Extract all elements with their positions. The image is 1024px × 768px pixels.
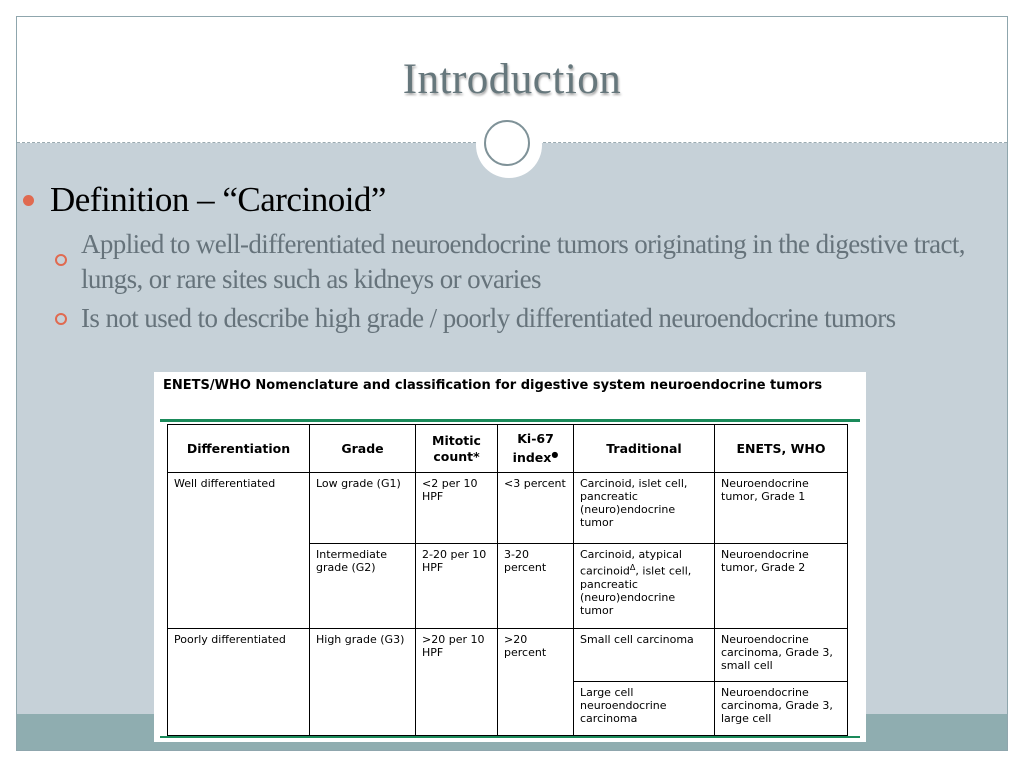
table-header-row bbox=[168, 425, 848, 473]
header-ki67-label: Ki-67 index bbox=[512, 430, 554, 466]
bullet-definition: Definition – “Carcinoid” bbox=[50, 180, 386, 219]
classification-table-figure bbox=[154, 372, 866, 742]
cell-ki67: 3-20 percent bbox=[498, 544, 574, 629]
cell-differentiation: Well differentiated bbox=[168, 473, 310, 544]
cell-grade: Intermediate grade (G2) bbox=[310, 544, 416, 629]
table-bottom-rule bbox=[160, 736, 860, 738]
cell-differentiation-empty bbox=[168, 544, 310, 629]
header-mitotic-count: Mitotic count* bbox=[416, 425, 498, 473]
cell-grade-empty bbox=[310, 682, 416, 736]
cell-ki67: >20 percent bbox=[498, 629, 574, 682]
sub-bullet-ring-icon bbox=[55, 254, 67, 266]
slide-title: Introduction bbox=[402, 56, 622, 103]
cell-enets: Neuroendocrine tumor, Grade 2 bbox=[715, 544, 848, 629]
table-row bbox=[168, 682, 848, 736]
cell-traditional: Carcinoid, islet cell, pancreatic (neuro)endocrine tumor bbox=[574, 473, 715, 544]
table-row bbox=[168, 473, 848, 544]
sub-bullet-applied: Applied to well-differentiated neuroendocrine tumors originating in the digestive tract, lungs, or rare sites such as kidneys or ovaries bbox=[81, 229, 965, 294]
header-traditional: Traditional bbox=[574, 425, 715, 473]
sub-bullet-ring-icon bbox=[55, 313, 67, 325]
cell-enets: Neuroendocrine tumor, Grade 1 bbox=[715, 473, 848, 544]
sub-bullet-not-used: Is not used to describe high grade / poorly differentiated neuroendocrine tumors bbox=[81, 303, 896, 333]
classification-table bbox=[167, 424, 848, 736]
cell-enets: Neuroendocrine carcinoma, Grade 3, large cell bbox=[715, 682, 848, 736]
cell-grade: High grade (G3) bbox=[310, 629, 416, 682]
table-row bbox=[168, 629, 848, 682]
cell-grade: Low grade (G1) bbox=[310, 473, 416, 544]
cell-mitotic: <2 per 10 HPF bbox=[416, 473, 498, 544]
table-top-rule bbox=[160, 419, 860, 422]
cell-traditional bbox=[574, 544, 715, 629]
cell-ki67: <3 percent bbox=[498, 473, 574, 544]
cell-traditional: Small cell carcinoma bbox=[574, 629, 715, 682]
bullet-dot-icon bbox=[23, 195, 34, 206]
cell-mitotic: 2-20 per 10 HPF bbox=[416, 544, 498, 629]
cell-enets: Neuroendocrine carcinoma, Grade 3, small cell bbox=[715, 629, 848, 682]
table-row bbox=[168, 544, 848, 629]
header-ki67-index bbox=[498, 425, 574, 473]
ki67-footnote-mark: ● bbox=[551, 449, 559, 459]
cell-differentiation: Poorly differentiated bbox=[168, 629, 310, 682]
cell-differentiation-empty bbox=[168, 682, 310, 736]
cell-traditional-text: Carcinoid, atypical carcinoid bbox=[580, 548, 682, 578]
header-differentiation: Differentiation bbox=[168, 425, 310, 473]
header-enets-who: ENETS, WHO bbox=[715, 425, 848, 473]
cell-mitotic-empty bbox=[416, 682, 498, 736]
cell-mitotic: >20 per 10 HPF bbox=[416, 629, 498, 682]
delta-footnote-mark: Δ bbox=[629, 563, 636, 572]
cell-traditional: Large cell neuroendocrine carcinoma bbox=[574, 682, 715, 736]
table-title: ENETS/WHO Nomenclature and classification for digestive system neuroendocrine tumors bbox=[163, 378, 823, 393]
slide bbox=[17, 17, 1007, 750]
ring-icon bbox=[484, 120, 530, 166]
header-grade: Grade bbox=[310, 425, 416, 473]
cell-traditional-text: , islet cell, pancreatic (neuro)endocrine tumor bbox=[580, 564, 692, 617]
cell-ki67-empty bbox=[498, 682, 574, 736]
